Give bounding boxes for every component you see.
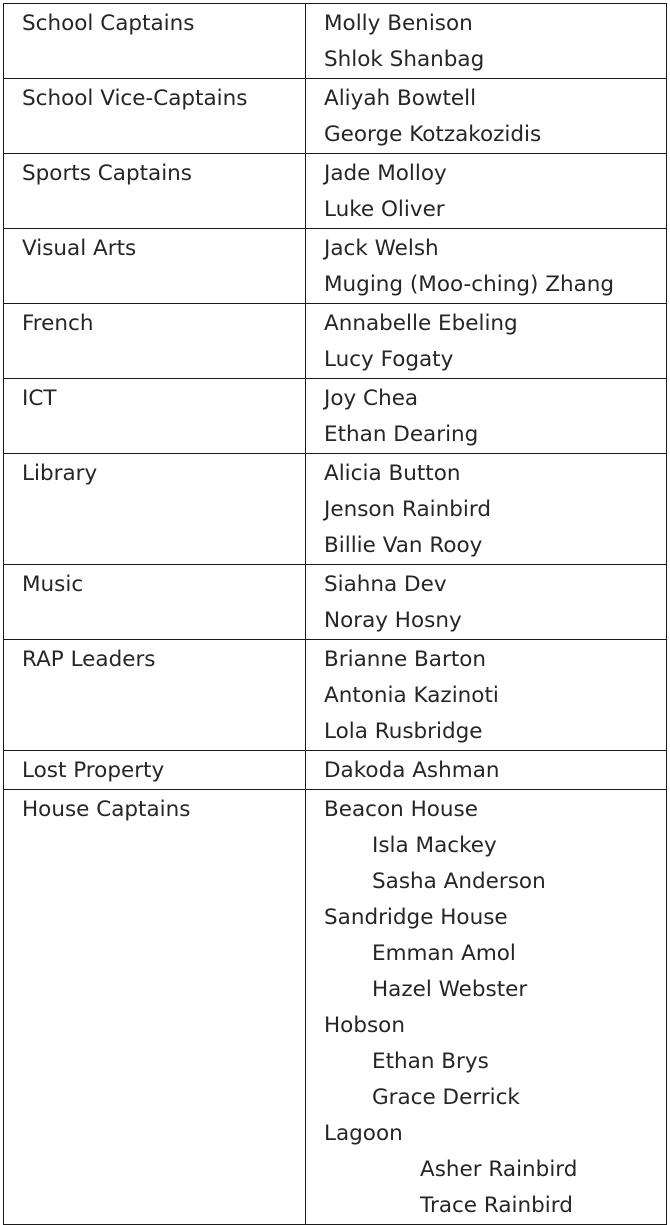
names-cell — [306, 304, 667, 379]
person-name: Jade Molloy — [324, 161, 447, 186]
table-row — [4, 640, 667, 751]
person-name: Billie Van Rooy — [324, 533, 483, 558]
table-row — [4, 154, 667, 229]
person-name: Brianne Barton — [324, 647, 487, 672]
role-cell: Music — [4, 565, 306, 640]
table-row-house-captains — [4, 790, 667, 1225]
role-cell: House Captains — [4, 790, 306, 1225]
person-name: Ethan Dearing — [324, 422, 479, 447]
roles-table-body — [4, 4, 667, 1225]
person-name: Jack Welsh — [324, 236, 439, 261]
role-cell: Sports Captains — [4, 154, 306, 229]
names-cell — [306, 379, 667, 454]
role-cell: Lost Property — [4, 751, 306, 790]
person-name: Aliyah Bowtell — [324, 86, 477, 111]
table-row — [4, 229, 667, 304]
house-name: Hobson — [324, 1013, 405, 1038]
role-cell: ICT — [4, 379, 306, 454]
table-row — [4, 79, 667, 154]
person-name: Asher Rainbird — [420, 1157, 578, 1182]
house-name: Lagoon — [324, 1121, 403, 1146]
table-row — [4, 751, 667, 790]
role-cell: Library — [4, 454, 306, 565]
person-name: Noray Hosny — [324, 608, 462, 633]
person-name: Siahna Dev — [324, 572, 447, 597]
names-cell — [306, 229, 667, 304]
names-cell — [306, 79, 667, 154]
person-name: Grace Derrick — [372, 1085, 520, 1110]
person-name: Trace Rainbird — [420, 1193, 573, 1218]
role-cell: RAP Leaders — [4, 640, 306, 751]
table-row — [4, 304, 667, 379]
names-cell — [306, 751, 667, 790]
names-cell — [306, 565, 667, 640]
person-name: Molly Benison — [324, 11, 473, 36]
person-name: Emman Amol — [372, 941, 516, 966]
names-cell — [306, 4, 667, 79]
names-cell — [306, 154, 667, 229]
role-cell: School Vice-Captains — [4, 79, 306, 154]
person-name: Jenson Rainbird — [324, 497, 491, 522]
person-name: Isla Mackey — [372, 833, 497, 858]
table-row — [4, 4, 667, 79]
table-row — [4, 454, 667, 565]
house-name: Beacon House — [324, 797, 478, 822]
person-name: Antonia Kazinoti — [324, 683, 499, 708]
person-name: George Kotzakozidis — [324, 122, 542, 147]
person-name: Shlok Shanbag — [324, 47, 485, 72]
person-name: Luke Oliver — [324, 197, 445, 222]
role-cell: French — [4, 304, 306, 379]
person-name: Dakoda Ashman — [324, 758, 500, 783]
person-name: Hazel Webster — [372, 977, 528, 1002]
table-row — [4, 379, 667, 454]
person-name: Lucy Fogaty — [324, 347, 454, 372]
roles-table — [3, 3, 667, 1225]
person-name: Joy Chea — [324, 386, 419, 411]
person-name: Alicia Button — [324, 461, 461, 486]
names-cell — [306, 454, 667, 565]
names-cell — [306, 790, 667, 1225]
house-name: Sandridge House — [324, 905, 508, 930]
table-row — [4, 565, 667, 640]
person-name: Annabelle Ebeling — [324, 311, 518, 336]
person-name: Sasha Anderson — [372, 869, 546, 894]
names-cell — [306, 640, 667, 751]
person-name: Muging (Moo-ching) Zhang — [324, 272, 615, 297]
person-name: Lola Rusbridge — [324, 719, 483, 744]
role-cell: Visual Arts — [4, 229, 306, 304]
person-name: Ethan Brys — [372, 1049, 489, 1074]
role-cell: School Captains — [4, 4, 306, 79]
